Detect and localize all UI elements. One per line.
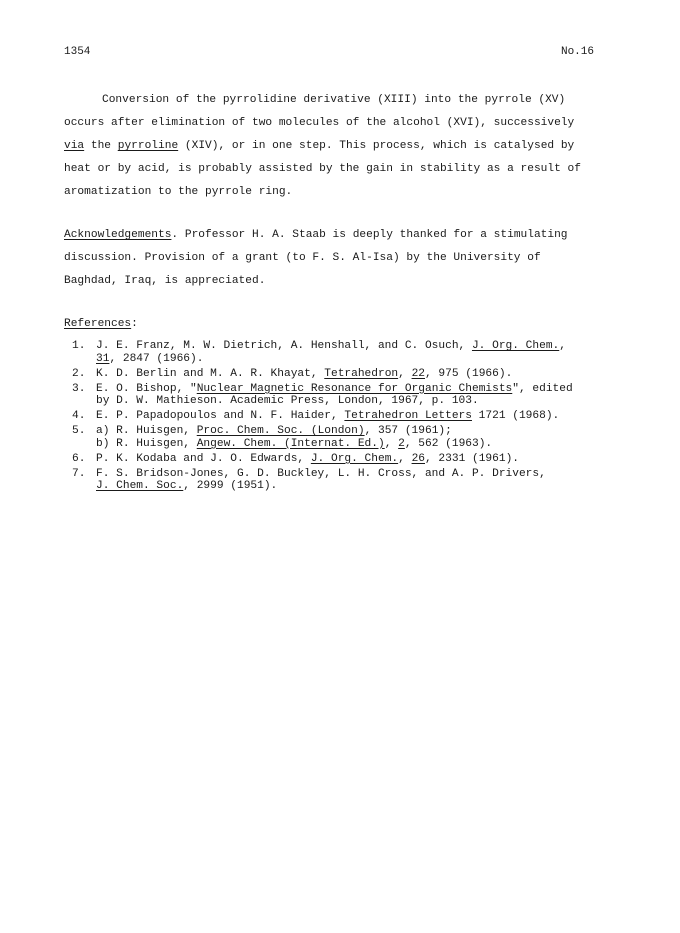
- text-run: , 2847 (1966).: [109, 352, 204, 365]
- journal-name: Angew. Chem. (Internat. Ed.): [196, 437, 385, 450]
- reference-text: [96, 383, 632, 408]
- text-run: ", edited: [512, 382, 573, 395]
- journal-name: J. Org. Chem.: [310, 452, 399, 465]
- reference-text: [96, 425, 632, 450]
- reference-number: 5.: [72, 425, 86, 438]
- text-run: E. O. Bishop, ": [96, 382, 197, 395]
- volume: 2: [398, 437, 405, 450]
- reference-item: [72, 340, 632, 365]
- paragraph-conversion: [64, 89, 616, 204]
- text-run: , 2331 (1961).: [425, 452, 519, 465]
- journal-name: J. Org. Chem.: [471, 340, 560, 352]
- via-emphasis: via: [64, 140, 85, 152]
- reference-text: [96, 453, 632, 466]
- journal-name: Tetrahedron: [324, 367, 399, 380]
- volume: 22: [411, 367, 425, 380]
- reference-item: [72, 453, 632, 466]
- text-run: . Professor H. A. Staab is deeply thanked for a stimulating: [171, 229, 568, 241]
- pyrroline-emphasis: pyrroline: [117, 140, 179, 152]
- text-run: 1721 (1968).: [471, 410, 560, 423]
- text-run: R. Huisgen,: [109, 437, 197, 450]
- reference-text: [96, 410, 632, 423]
- text-run: (XIV), or in one step. This process, which is catalysed by: [178, 140, 575, 152]
- journal-name: J. Chem. Soc.: [96, 480, 184, 493]
- paragraph-line: [64, 135, 616, 158]
- paragraph-line: discussion. Provision of a grant (to F. S. Al-Isa) by the University of: [64, 252, 541, 264]
- acknowledgements-paragraph: [64, 224, 616, 293]
- book-title: Nuclear Magnetic Resonance for Organic Chemists: [196, 382, 513, 395]
- reference-item: [72, 410, 632, 423]
- reference-continuation: [96, 480, 632, 493]
- references-heading: [64, 318, 138, 330]
- reference-item: [72, 425, 632, 450]
- text-run: ,: [398, 367, 412, 380]
- paragraph-line: [64, 224, 616, 247]
- text-run: K. D. Berlin and M. A. R. Khayat,: [96, 367, 325, 380]
- reference-continuation: by D. W. Mathieson. Academic Press, London, 1967, p. 103.: [96, 395, 479, 408]
- text-run: R. Huisgen,: [109, 425, 197, 438]
- paragraph-line: Conversion of the pyrrolidine derivative (XIII) into the pyrrole (XV): [102, 94, 566, 106]
- volume: 31: [96, 352, 110, 365]
- text-run: , 562 (1963).: [404, 437, 493, 450]
- paragraph-line: occurs after elimination of two molecules of the alcohol (XVI), successively: [64, 117, 575, 129]
- reference-item: [72, 383, 632, 408]
- volume: 26: [411, 452, 425, 465]
- acknowledgements-heading: Acknowledgements: [64, 229, 172, 241]
- reference-text: [96, 468, 632, 493]
- text-run: P. K. Kodaba and J. O. Edwards,: [96, 452, 311, 465]
- reference-number: 7.: [72, 467, 86, 480]
- reference-number: 2.: [72, 367, 86, 380]
- text-run: , 357 (1961);: [364, 425, 452, 438]
- paragraph-line: heat or by acid, is probably assisted by the gain in stability as a result of: [64, 163, 581, 175]
- reference-number: 3.: [72, 382, 86, 395]
- reference-text: [96, 368, 632, 381]
- text-run: , 2999 (1951).: [183, 480, 278, 493]
- reference-number: 4.: [72, 410, 86, 423]
- paragraph-line: Baghdad, Iraq, is appreciated.: [64, 275, 266, 287]
- reference-item: [72, 368, 632, 381]
- page-number: 1354: [64, 46, 91, 58]
- reference-subitem-b: [96, 438, 632, 451]
- reference-text: [96, 340, 632, 365]
- reference-item: [72, 468, 632, 493]
- text-run: ,: [559, 340, 566, 352]
- text-run: J. E. Franz, M. W. Dietrich, A. Henshall, and C. Osuch,: [96, 340, 472, 352]
- text-run: the: [84, 140, 118, 152]
- reference-number: 1.: [72, 340, 86, 352]
- subitem-label: a): [96, 425, 110, 438]
- subitem-label: b): [96, 437, 110, 450]
- text-run: ,: [398, 452, 412, 465]
- text-run: :: [131, 318, 138, 330]
- reference-list: [72, 340, 632, 495]
- text-run: E. P. Papadopoulos and N. F. Haider,: [96, 410, 345, 423]
- text-run: ,: [384, 437, 399, 450]
- text-run: , 975 (1966).: [425, 367, 513, 380]
- references-heading-text: References: [64, 318, 132, 330]
- reference-subitem-a: [96, 425, 632, 438]
- issue-number: No.16: [560, 46, 594, 58]
- text-run: F. S. Bridson-Jones, G. D. Buckley, L. H. Cross, and A. P. Drivers,: [96, 467, 546, 480]
- journal-name: Proc. Chem. Soc. (London): [196, 425, 365, 438]
- paragraph-line: aromatization to the pyrrole ring.: [64, 186, 293, 198]
- reference-number: 6.: [72, 452, 86, 465]
- reference-continuation: [96, 353, 632, 366]
- journal-name: Tetrahedron Letters: [344, 410, 472, 423]
